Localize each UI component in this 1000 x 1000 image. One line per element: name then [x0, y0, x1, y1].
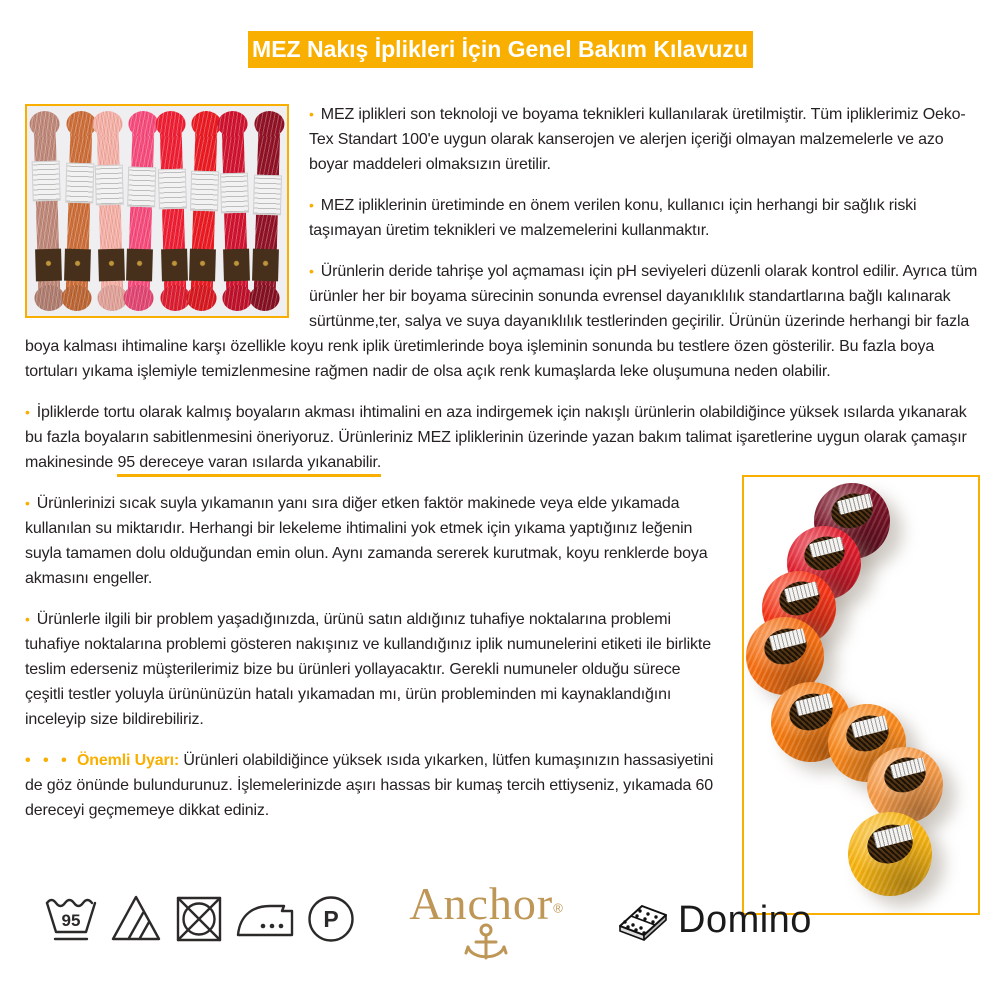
paragraph-text: İpliklerde tortu olarak kalmış boyaların akması ihtimalini en aza indirgemek için nakışlı ürünlerin olabildiğince yüksek ısılarda yıkanarak bu fazla boyaların sabitlenmesini öneriyoruz. Ürünleriniz MEZ ipliklerinin üzerinde yazan bakım talimat işaretlerine uygun olarak çamaşır makinesinde — [25, 404, 967, 471]
thread-skein — [253, 117, 280, 306]
paragraph-washing — [25, 400, 980, 475]
paragraph-text: Ürünlerle ilgili bir problem yaşadığınızda, ürünü satın aldığınız tuhafiye noktalarına problemi tuhafiye noktalarına problemi gösteren nakışınız ve kullandığınız iplik numunelerini etiketi ile birlikte teslim ederseniz müşterilerimiz bize bu ürünleri yollayacaktır. Gerekli numuneler olduğu sürece çeşitli testler yoluyla ürününüzün hatalı yıkamadan mı, ürün probleminden mi kaynaklandığını inceleyip size bildirebiliriz. — [25, 611, 711, 728]
svg-text:P: P — [323, 906, 339, 932]
thread-ball — [848, 812, 932, 896]
warning-label: Önemli Uyarı: — [77, 752, 180, 769]
domino-logo — [610, 896, 812, 944]
anchor-logo-text: Anchor — [409, 878, 554, 929]
thread-skein — [159, 117, 186, 306]
bullet-icon: • — [309, 263, 314, 279]
iron-high-icon — [235, 892, 295, 946]
do-not-tumble-dry-icon — [172, 892, 226, 946]
thread-skeins-photo — [25, 104, 289, 318]
bullet-icon: • — [25, 404, 30, 420]
bullet-icon: • — [25, 495, 30, 511]
content-area — [0, 68, 1000, 823]
thread-skein — [128, 117, 155, 306]
bullet-icon: • — [25, 611, 30, 627]
bullet-icon: • — [309, 106, 314, 122]
paragraph-text: MEZ iplikleri son teknoloji ve boyama teknikleri kullanılarak üretilmiştir. Tüm ipliklerimiz Oeko-Tex Standart 100'e uygun olarak kanserojen ve alerjen içeriği olmayan malzemelerle ve azo boyar maddeleri olmaksızın üretilir. — [309, 106, 966, 173]
skeins-strip — [27, 106, 287, 316]
thread-skein — [190, 117, 217, 306]
balls-canvas — [744, 477, 978, 913]
warning-bullets-icon: • • • — [25, 752, 71, 769]
bullet-icon: • — [309, 197, 314, 213]
domino-logo-text: Domino — [678, 898, 812, 941]
domino-icon — [610, 896, 668, 944]
underlined-text: 95 dereceye varan ısılarda yıkanabilir. — [117, 454, 381, 477]
footer-row — [42, 878, 812, 964]
anchor-registered-mark: ® — [553, 900, 563, 916]
warning-text: Ürünleri olabildiğince yüksek ısıda yıkarken, lütfen kumaşınızın hassasiyetini de göz önünde bulundurunuz. İşlemelerinizde aşırı hassas bir kumaş tercih ettiyseniz, yıkamada 60 dereceyi geçmemeye dikkat ediniz. — [25, 752, 714, 819]
thread-skein — [96, 117, 123, 306]
svg-text:95: 95 — [61, 911, 81, 930]
paragraph-text: MEZ ipliklerinin üretiminde en önem verilen konu, kullanıcı için herhangi bir sağlık riski taşımayan üretim teknikleri ve malzemelerini kullanmaktır. — [309, 197, 917, 239]
page-title: MEZ Nakış İplikleri İçin Genel Bakım Kılavuzu — [248, 31, 753, 68]
care-symbols — [42, 892, 358, 946]
dry-clean-p-icon — [304, 892, 358, 946]
thread-skein — [34, 117, 61, 306]
paragraph-text: Ürünlerin deride tahrişe yol açmaması için pH seviyeleri düzenli olarak kontrol edilir. Ayrıca tüm ürünler her bir boyama sürecinin sonunda evrensel dayanıklılık standartlarına bağlı kalınarak sürtünme,ter, salya ve suya dayanıklılık testlerinden geçirilir. Ürünün üzerinde herhangi bir fazla boya kalması ihtimaline karşı özellikle koyu renk iplik üretimlerinde boya işleminin sonunda bu testlere özen gösterilir. Bu fazla boya tortuları yıkama işlemiyle temizlenmesine rağmen nadir de olsa açık renk kumaşlarda leke oluşumuna neden olabilir. — [25, 263, 978, 380]
wash-95-icon — [42, 892, 100, 946]
thread-skein — [65, 117, 92, 306]
thread-balls-photo — [742, 475, 980, 915]
paragraph-text: Ürünlerinizi sıcak suyla yıkamanın yanı sıra diğer etken faktör makinede veya elde yıkamada kullanılan su miktarıdır. Herhangi bir lekeleme ihtimalini yok etmek için yıkama yaptığınız leğenin suyla tamamen dolu olduğundan emin olun. Aynı zamanda sererek kurutmak, koyu renklerde boya akmasını engeller. — [25, 495, 708, 587]
thread-skein — [222, 117, 249, 306]
bleach-icon — [109, 892, 163, 946]
thread-ball — [867, 747, 943, 823]
anchor-logo — [402, 878, 570, 964]
